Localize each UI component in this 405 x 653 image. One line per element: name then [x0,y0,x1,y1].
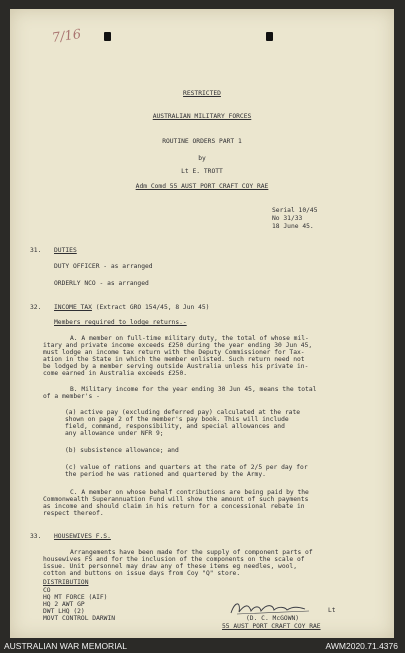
by-line: by [198,155,206,162]
list-item-line: shown on page 2 of the member's pay book. This will include [65,416,289,423]
distribution-heading: DISTRIBUTION [43,579,89,586]
paragraph-line: cotton and buttons on issue days from Coy "Q" store. [43,570,241,577]
distribution-item: HQ 2 AWT GP [43,601,85,608]
section-number: 31. [30,247,42,254]
section-heading-line [54,304,209,311]
paragraph-line: must lodge an income tax return with the Deputy Commissioner for Tax- [43,349,305,356]
distribution-item: DWT LHQ (2) [43,608,85,615]
paragraph-line: C. A member on whose behalf contributions are being paid by the [70,489,309,496]
duty-officer-line: DUTY OFFICER - as arranged [54,263,153,270]
list-item-line: (b) subsistence allowance; and [65,447,179,454]
signatory-name: (D. C. McGOWN) [246,615,300,622]
paragraph-line: Arrangements have been made for the supply of component parts of [70,549,313,556]
serial-number: Serial 10/45 [272,207,318,214]
archive-footer [0,638,405,653]
paragraph-line: itary and private income exceeds £250 during the year ending 30 Jun 45, [43,342,313,349]
orderly-nco-line: ORDERLY NCO - as arranged [54,280,149,287]
routine-orders-document [10,9,394,638]
signature-rank: Lt [328,607,336,614]
list-item-line: (c) value of rations and quarters at the rate of 2/5 per day for [65,464,308,471]
section-heading: DUTIES [54,247,77,254]
list-item-line: any allowance under NFR 9; [65,430,164,437]
paragraph-line: be lodged by a member serving outside Australia unless his private in- [43,363,309,370]
organisation-title: AUSTRALIAN MILITARY FORCES [152,113,252,120]
handwritten-note: 7/16 [51,27,83,46]
order-number: No 31/33 [272,215,303,222]
paragraph-line: come earned in Australia exceeds £250. [43,370,188,377]
paragraph-line: A. A member on full-time military duty, the total of whose mil- [70,335,309,342]
list-item-line: field, command, responsibility, and special allowances and [65,423,285,430]
distribution-item: MOVT CONTROL DARWIN [43,615,116,622]
document-page [10,9,394,638]
paragraph-line: issue. Unit personnel may draw any of these items eg needles, wool, [43,563,298,570]
archive-name: AUSTRALIAN WAR MEMORIAL [4,641,127,651]
paragraph-line: as income and should claim in his return for a concessional rebate in [43,503,305,510]
section-number: 32. [30,304,42,311]
paragraph-line: Commonwealth Superannuation Fund will show the amount of such payments [43,496,309,503]
paragraph-line: ation in the State in which the member enlisted. Such return need not [43,356,305,363]
signatory-unit: 55 AUST PORT CRAFT COY RAE [222,623,321,630]
list-item-line: (a) active pay (excluding deferred pay) calculated at the rate [65,409,301,416]
paragraph-line: B. Military income for the year ending 30 Jun 45, means the total [70,386,317,393]
distribution-item: HQ MT FORCE (AIF) [43,594,108,601]
section-heading: INCOME TAX [54,304,92,311]
archive-reference: AWM2020.71.4376 [325,641,398,651]
paragraph-line: respect thereof. [43,510,104,517]
section-reference: (Extract GRO 154/45, 8 Jun 45) [95,304,210,311]
paragraph-line: housewives FS and for the inclusion of the components on the scale of [43,556,305,563]
subheading: Members required to lodge returns.- [54,319,187,326]
paragraph-line: of a member's - [43,393,100,400]
section-heading: HOUSEWIVES F.S. [54,533,111,540]
order-date: 18 June 45. [272,223,314,230]
issuing-officer: Lt E. TROTT [181,168,223,175]
distribution-item: CO [43,587,51,594]
classification-label: RESTRICTED [183,90,221,97]
unit-name: Adm Comd 55 AUST PORT CRAFT COY RAE [135,183,269,190]
list-item-line: the period he was rationed and quartered by the Army. [65,471,266,478]
section-number: 33. [30,533,42,540]
orders-title: ROUTINE ORDERS PART 1 [162,138,242,145]
